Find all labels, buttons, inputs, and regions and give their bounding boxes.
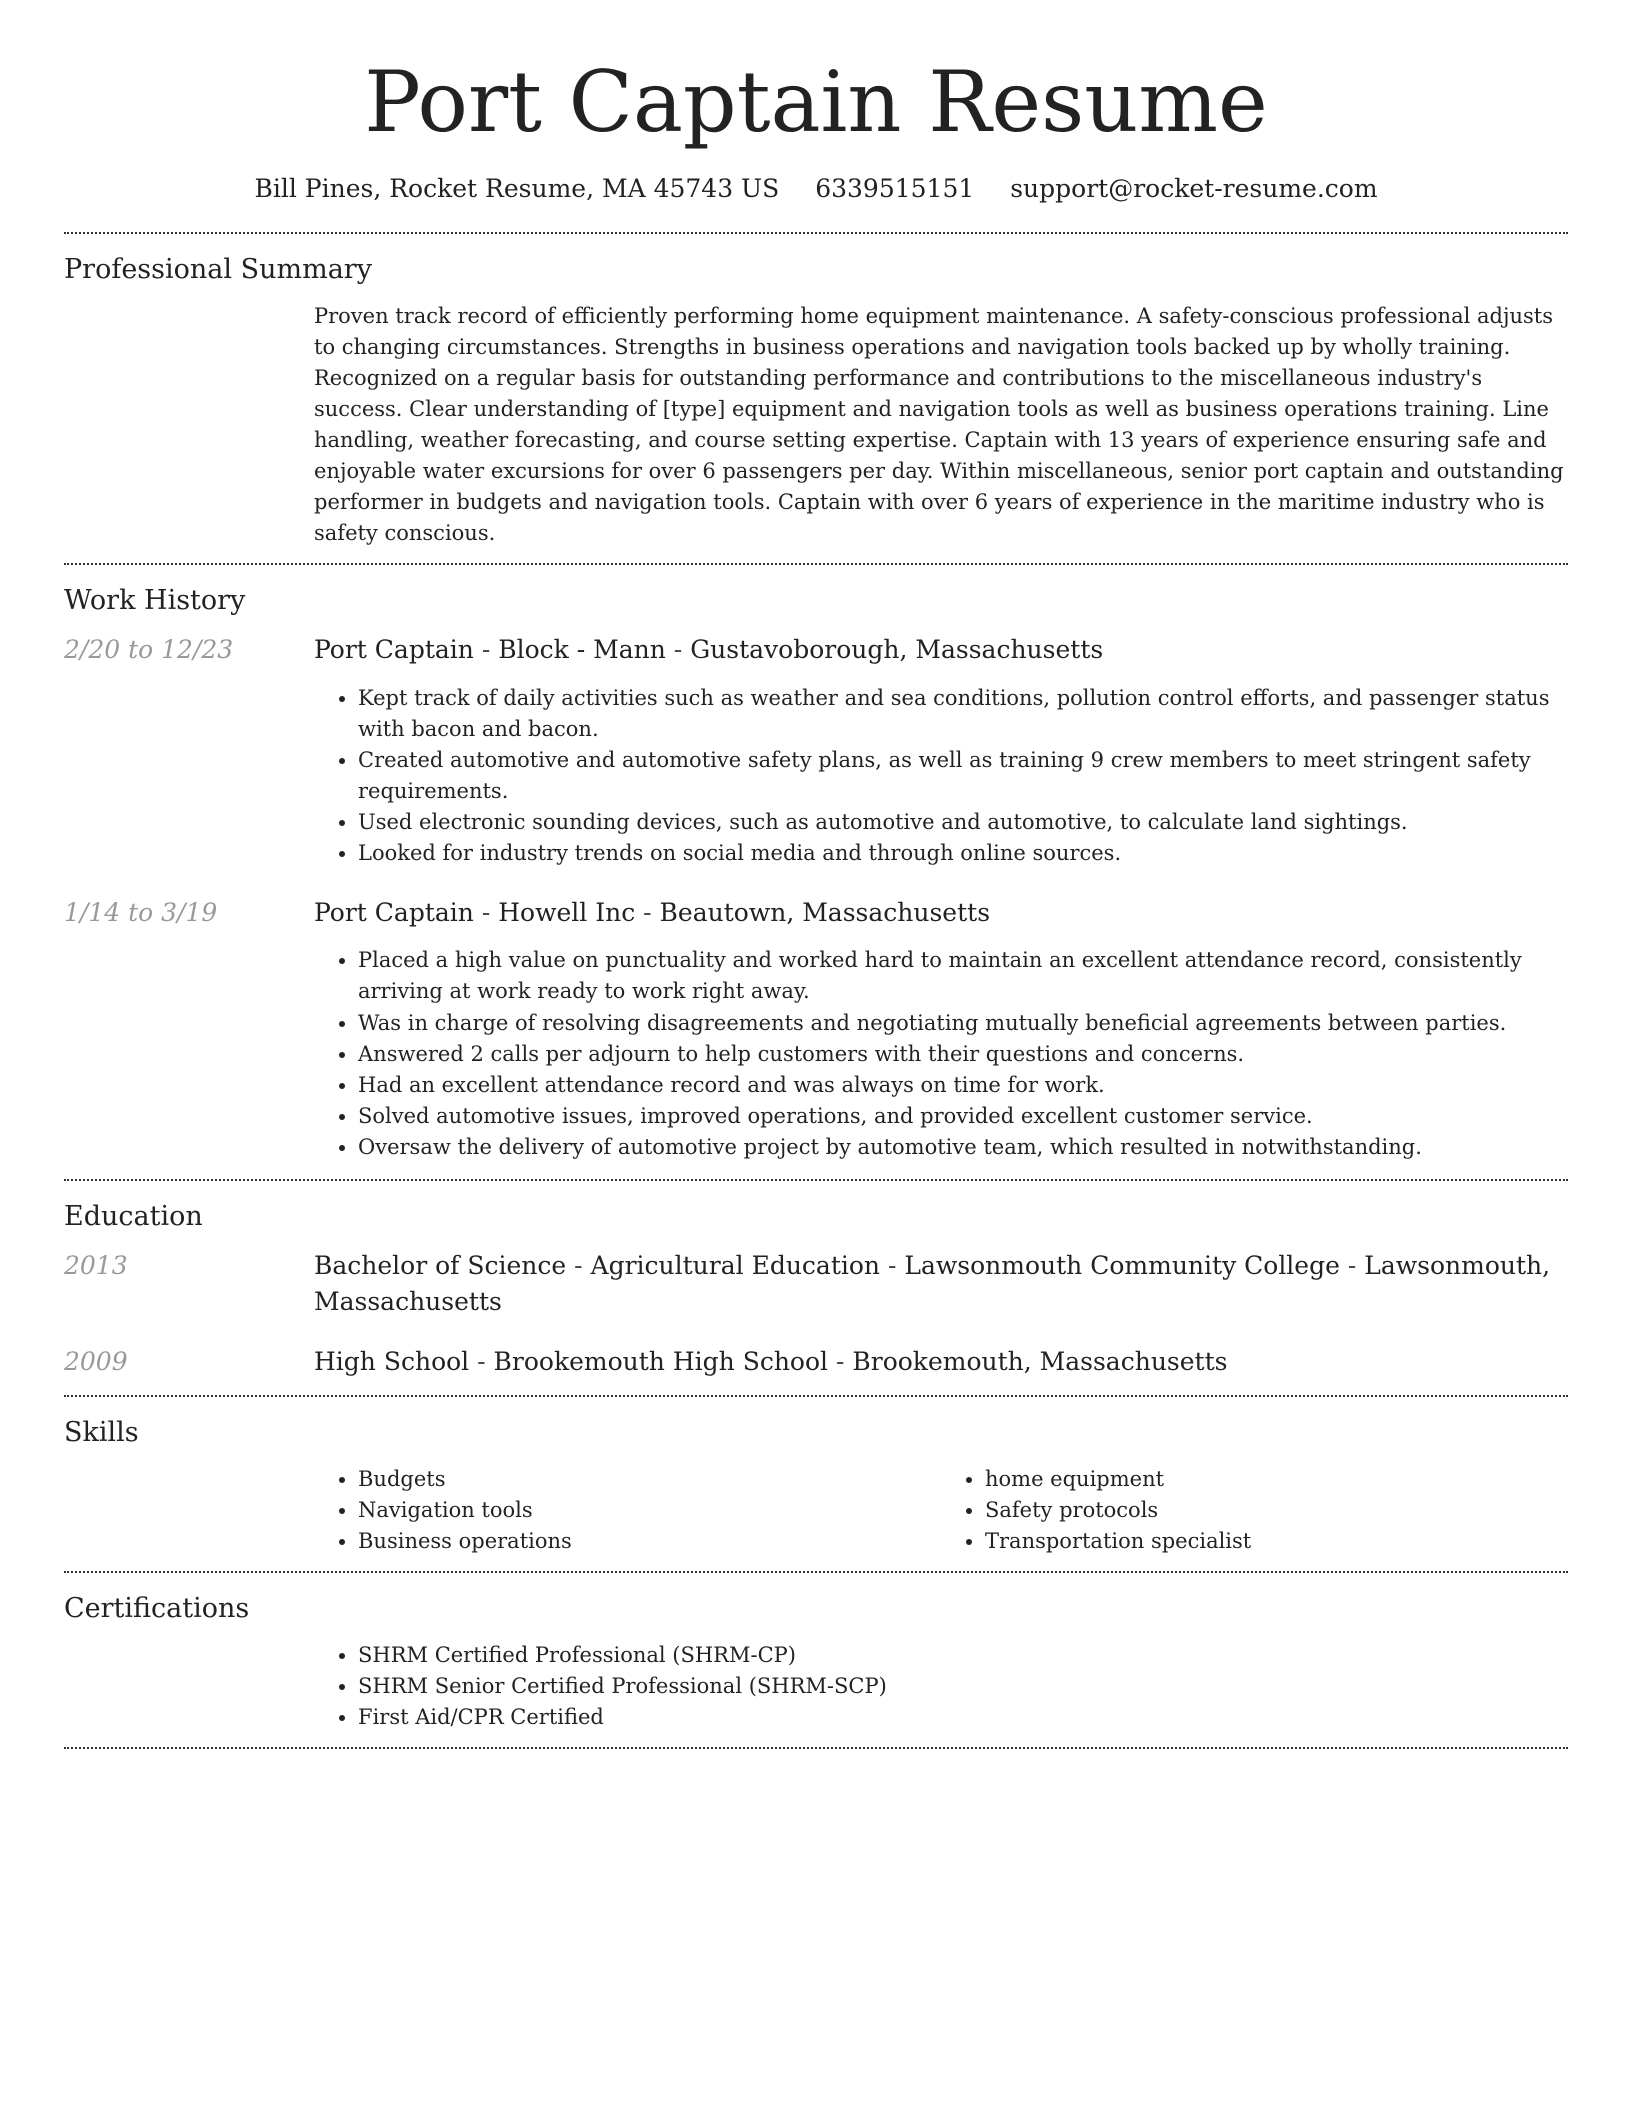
certifications-heading: Certifications [64,1592,250,1624]
skill-item: • Transportation specialist [985,1526,1568,1557]
skills-section [64,1397,1568,1571]
skills-column [941,1464,1568,1557]
education-section [64,1181,1568,1381]
resume-header [64,0,1568,206]
job-dates: 2/20 to 12/23 [64,635,234,665]
job-body [314,632,1568,869]
education-year: 2013 [64,1250,128,1280]
job-company: Block - Mann [498,635,666,665]
job-bullet: • Kept track of daily activities such as weather and sea conditions, pollution control efforts, and passenger status with bacon and bacon. [358,683,1568,745]
summary-body [314,301,1568,564]
job-entry [64,632,1568,869]
education-heading: Education [64,1200,203,1232]
contact-phone: 6339515151 [815,173,975,203]
skill-item: • Safety protocols [985,1495,1568,1526]
certification-item: • First Aid/CPR Certified [358,1702,1568,1733]
education-location: Brookemouth, Massachusetts [852,1347,1228,1377]
education-location: Lawsonmouth, Massachusetts [314,1250,1551,1317]
certifications-section [64,1573,1568,1747]
education-year: 2009 [64,1347,128,1377]
job-bullet: • Created automotive and automotive safety plans, as well as training 9 crew members to meet stringent safety requirements. [358,745,1568,807]
education-entry [64,1344,1568,1380]
section-divider [64,1747,1568,1749]
job-title: Port Captain [314,898,474,928]
job-bullet: • Solved automotive issues, improved operations, and provided excellent customer service. [358,1101,1568,1132]
job-bullet: • Was in charge of resolving disagreements and negotiating mutually beneficial agreements between parties. [358,1008,1568,1039]
job-bullet: • Looked for industry trends on social media and through online sources. [358,838,1568,869]
job-heading: Port Captain - Howell Inc - Beautown, Massachusetts [314,898,991,928]
skills-row [64,1464,1568,1571]
education-entry [64,1248,1568,1321]
job-location: Beautown, Massachusetts [659,898,991,928]
job-bullet: • Used electronic sounding devices, such as automotive and automotive, to calculate land sightings. [358,807,1568,838]
education-heading-line: High School - Brookemouth High School - Brookemouth, Massachusetts [314,1347,1228,1377]
skills-body [314,1464,1568,1557]
certifications-list [314,1640,1568,1733]
job-body [314,895,1568,1163]
job-location: Gustavoborough, Massachusetts [690,635,1104,665]
education-degree: High School [314,1347,470,1377]
contact-email: support@rocket-resume.com [1010,173,1378,203]
certification-item: • SHRM Certified Professional (SHRM-CP) [358,1640,1568,1671]
education-heading-line: Bachelor of Science - Agricultural Education - Lawsonmouth Community College - Lawsonmouth, Massachusetts [314,1250,1551,1317]
skill-item: • home equipment [985,1464,1568,1495]
certifications-body [314,1640,1568,1733]
certifications-row [64,1640,1568,1747]
job-entry [64,895,1568,1163]
job-bullets [314,945,1568,1163]
education-school: Lawsonmouth Community College [904,1250,1340,1280]
job-bullet: • Had an excellent attendance record and was always on time for work. [358,1070,1568,1101]
contact-line [64,171,1568,206]
education-body [314,1344,1568,1380]
job-heading: Port Captain - Block - Mann - Gustavoborough, Massachusetts [314,635,1104,665]
job-company: Howell Inc [498,898,636,928]
education-school: Brookemouth High School [493,1347,829,1377]
education-degree: Bachelor of Science [314,1250,567,1280]
resume-title: Port Captain Resume [364,53,1268,151]
job-bullets [314,683,1568,869]
skill-item: • Navigation tools [358,1495,941,1526]
job-bullet: • Placed a high value on punctuality and worked hard to maintain an excellent attendance record, consistently arriving at work ready to work right away. [358,945,1568,1007]
skills-column [314,1464,941,1557]
job-bullet: • Answered 2 calls per adjourn to help customers with their questions and concerns. [358,1039,1568,1070]
skills-heading: Skills [64,1416,139,1448]
certification-item: • SHRM Senior Certified Professional (SHRM-SCP) [358,1671,1568,1702]
job-title: Port Captain [314,635,474,665]
summary-heading: Professional Summary [64,253,372,285]
skills-grid [314,1464,1568,1557]
skill-item: • Budgets [358,1464,941,1495]
job-dates: 1/14 to 3/19 [64,898,218,928]
work-heading: Work History [64,585,246,617]
summary-section [64,234,1568,564]
contact-address: Bill Pines, Rocket Resume, MA 45743 US [254,173,780,203]
work-section [64,565,1568,1163]
skill-item: • Business operations [358,1526,941,1557]
summary-row [64,301,1568,564]
education-field: Agricultural Education [590,1250,881,1280]
job-bullet: • Oversaw the delivery of automotive project by automotive team, which resulted in notwithstanding. [358,1132,1568,1163]
summary-text: Proven track record of efficiently performing home equipment maintenance. A safety-conscious professional adjusts to changing circumstances. Strengths in business operations and navigation tools backed up by wholly training. Recognized on a regular basis for outstanding performance and contributions to the miscellaneous industry's success. Clear understanding of [type] equipment and navigation tools as well as business operations training. Line handling, weather forecasting, and course setting expertise. Captain with 13 years of experience ensuring safe and enjoyable water excursions for over 6 passengers per day. Within miscellaneous, senior port captain and outstanding performer in budgets and navigation tools. Captain with over 6 years of experience in the maritime industry who is safety conscious. [314,303,1564,546]
education-body [314,1248,1568,1321]
